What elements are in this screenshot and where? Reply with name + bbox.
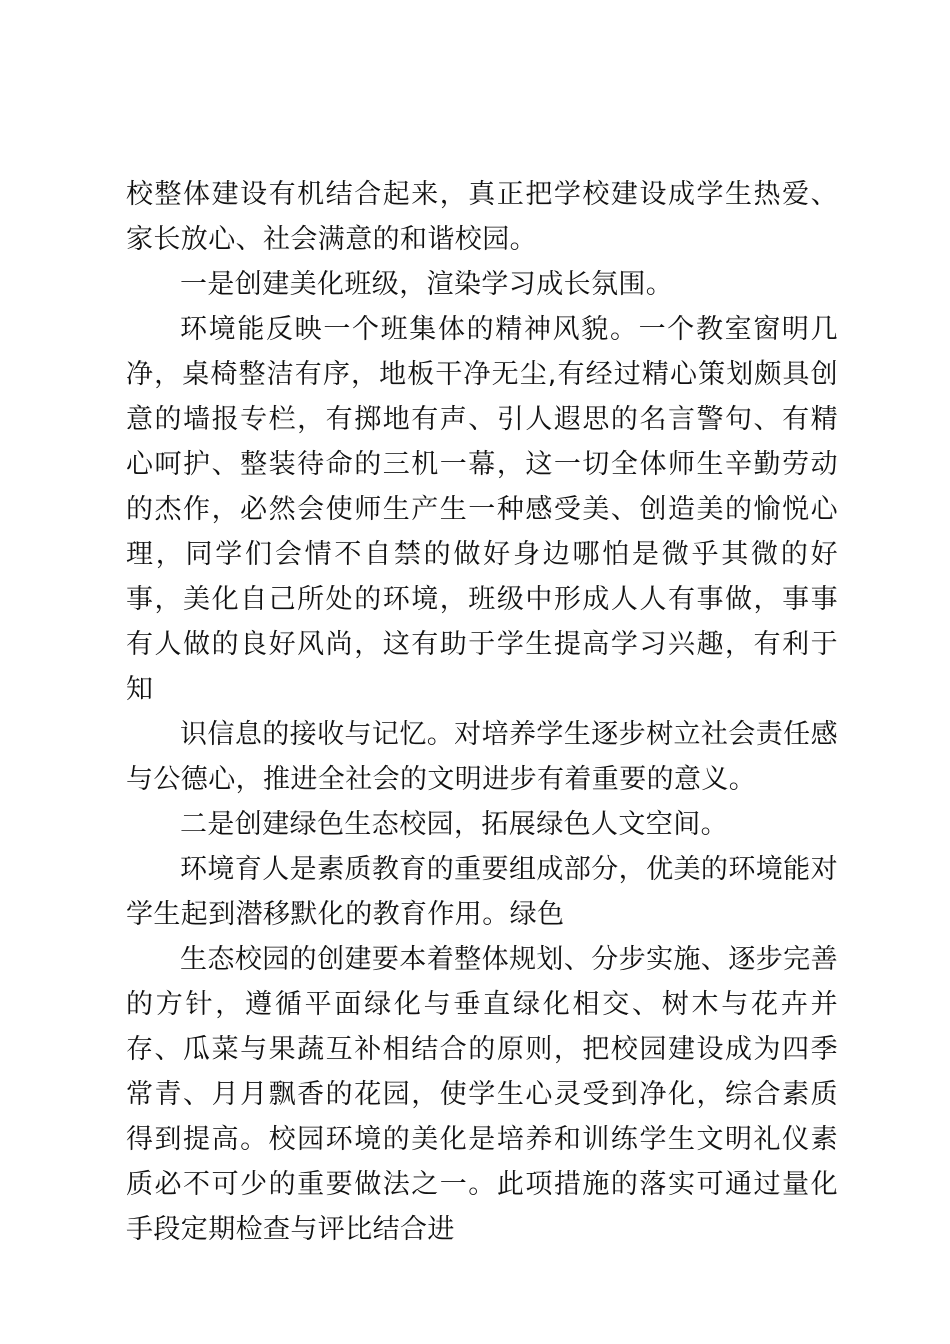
paragraph-6: 环境育人是素质教育的重要组成部分，优美的环境能对学生起到潜移默化的教育作用。绿色 <box>126 854 838 930</box>
paragraph-1: 校整体建设有机结合起来，真正把学校建设成学生热爱、家长放心、社会满意的和谐校园。 <box>126 179 838 255</box>
paragraph-5-heading: 二是创建绿色生态校园，拓展绿色人文空间。 <box>180 809 728 840</box>
paragraph-3: 环境能反映一个班集体的精神风貌。一个教室窗明几净，桌椅整洁有序，地板干净无尘,有经过精心策划颇具创意的墙报专栏，有掷地有声、引人遐思的名言警句、有精心呵护、整装待命的三机一幕，这一切全体师生辛勤劳动的杰作，必然会使师生产生一种感受美、创造美的愉悦心理，同学们会情不自禁的做好身边哪怕是微乎其微的好事，美化自己所处的环境，班级中形成人人有事做，事事有人做的良好风尚，这有助于学生提高学习兴趣，有利于知 <box>126 314 838 705</box>
document-body <box>126 172 838 1252</box>
paragraph-4: 识信息的接收与记忆。对培养学生逐步树立社会责任感与公德心，推进全社会的文明进步有着重要的意义。 <box>126 719 838 795</box>
paragraph-7: 生态校园的创建要本着整体规划、分步实施、逐步完善的方针，遵循平面绿化与垂直绿化相交、树木与花卉并存、瓜菜与果蔬互补相结合的原则，把校园建设成为四季常青、月月飘香的花园，使学生心灵受到净化，综合素质得到提高。校园环境的美化是培养和训练学生文明礼仪素质必不可少的重要做法之一。此项措施的落实可通过量化手段定期检查与评比结合进 <box>126 944 838 1245</box>
paragraph-2-heading: 一是创建美化班级，渲染学习成长氛围。 <box>180 269 674 300</box>
